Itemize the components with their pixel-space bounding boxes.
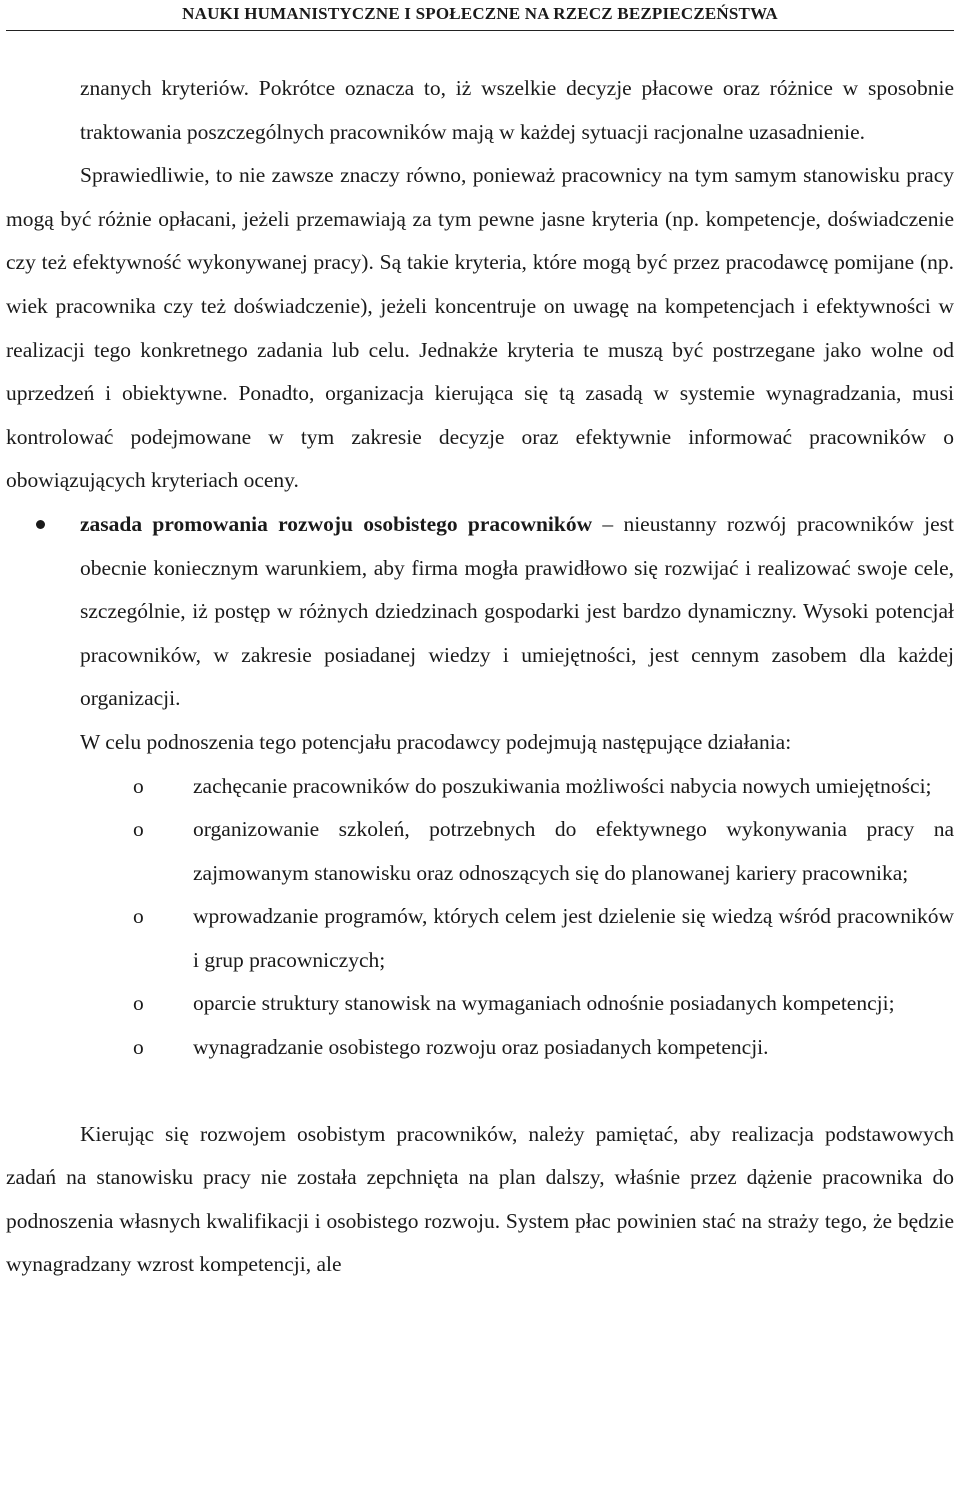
header-divider xyxy=(6,30,954,31)
paragraph-continuation: znanych kryteriów. Pokrótce oznacza to, iż wszelkie decyzje płacowe oraz różnice w sposobnie traktowania poszczególnych pracowników mają w każdej sytuacji racjonalne uzasadnienie. xyxy=(80,76,954,144)
sub-list-item xyxy=(6,895,954,982)
document-body xyxy=(6,67,954,1287)
paragraph-closing: Kierując się rozwojem osobistym pracowników, należy pamiętać, aby realizacja podstawowych zadań na stanowisku pracy nie została zepchnięta na plan dalszy, właśnie przez dążenie pracownika do podnoszenia własnych kwalifikacji i osobistego rozwoju. System płac powinien stać na straży tego, że będzie wynagradzany wzrost kompetencji, ale xyxy=(6,1121,954,1277)
circle-bullet-icon: o xyxy=(133,1035,144,1060)
spacer xyxy=(6,1070,954,1113)
sub-item-text: organizowanie szkoleń, potrzebnych do efektywnego wykonywania pracy na zajmowanym stanowisku oraz odnoszących się do planowanej kariery pracownika; xyxy=(193,817,954,885)
running-header: NAUKI HUMANISTYCZNE I SPOŁECZNE NA RZECZ BEZPIECZEŃSTWA xyxy=(182,4,778,23)
sub-item-text: wynagradzanie osobistego rozwoju oraz posiadanych kompetencji. xyxy=(193,1035,769,1060)
sub-list-item xyxy=(6,765,954,809)
bullet-intro: W celu podnoszenia tego potencjału pracodawcy podejmują następujące działania: xyxy=(80,729,792,754)
circle-bullet-icon: o xyxy=(133,904,144,929)
paragraph-fairness: Sprawiedliwie, to nie zawsze znaczy równo, ponieważ pracownicy na tym samym stanowisku pracy mogą być różnie opłacani, jeżeli przemawiają za tym pewne jasne kryteria (np. kompetencje, doświadczenie czy też efektywność wykonywanej pracy). Są takie kryteria, które mogą być przez pracodawcę pomijane (np. wiek pracownika czy też doświadczenie), jeżeli koncentruje on uwagę na kompetencjach i efektywności w realizacji tego konkretnego zadania lub celu. Jednakże kryteria te muszą być postrzegane jako wolne od uprzedzeń i obiektywne. Ponadto, organizacja kierująca się tą zasadą w systemie wynagradzania, musi kontrolować podejmowane w tym zakresie decyzje oraz efektywnie informować pracowników o obowiązujących kryteriach oceny. xyxy=(6,163,954,493)
sub-list xyxy=(6,765,954,1070)
circle-bullet-icon: o xyxy=(133,991,144,1016)
circle-bullet-icon: o xyxy=(133,773,144,798)
sub-list-item xyxy=(6,1026,954,1070)
bullet-paragraph xyxy=(80,503,954,721)
bullet-title: zasada promowania rozwoju osobistego pracowników xyxy=(80,511,593,536)
bullet-text: – nieustanny rozwój pracowników jest obecnie koniecznym warunkiem, aby firma mogła prawidłowo się rozwijać i realizować swoje cele, szczególnie, iż postęp w różnych dziedzinach gospodarki jest bardzo dynamiczny. Wysoki potencjał pracowników, w zakresie posiadanej wiedzy i umiejętności, jest cennym zasobem dla każdej organizacji. xyxy=(80,511,954,711)
sub-item-text: zachęcanie pracowników do poszukiwania możliwości nabycia nowych umiejętności; xyxy=(193,773,932,798)
bullet-icon xyxy=(36,520,45,529)
sub-list-item xyxy=(6,808,954,895)
sub-item-text: oparcie struktury stanowisk na wymaganiach odnośnie posiadanych kompetencji; xyxy=(193,991,895,1016)
sub-list-item xyxy=(6,982,954,1026)
sub-item-text: wprowadzanie programów, których celem jest dzielenie się wiedzą wśród pracowników i grup pracowniczych; xyxy=(193,904,954,972)
circle-bullet-icon: o xyxy=(133,817,144,842)
bullet-item-development xyxy=(6,503,954,765)
